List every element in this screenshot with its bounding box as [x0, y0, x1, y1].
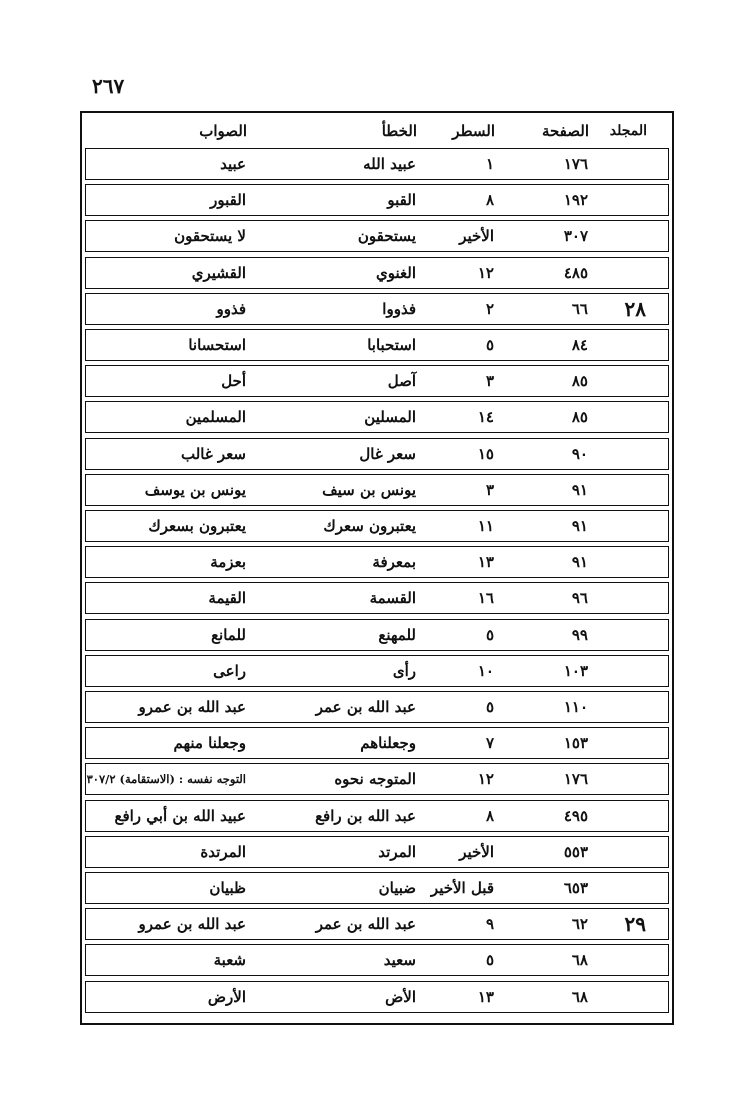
table-row — [85, 655, 669, 687]
table-row — [85, 763, 669, 795]
table-row — [85, 836, 669, 868]
table-row — [85, 800, 669, 832]
cell-page: ٩١ — [571, 553, 588, 572]
table-row — [85, 981, 669, 1013]
cell-page: ٦٥٣ — [563, 879, 588, 897]
cell-wrong: الأض — [385, 987, 416, 1006]
cell-line: الأخير — [459, 842, 494, 861]
header-page: الصفحة — [541, 122, 589, 140]
cell-page: ٦٨ — [571, 951, 588, 970]
cell-page: ٣٠٧ — [563, 227, 588, 246]
cell-wrong: الغنوي — [376, 263, 416, 282]
cell-page: ٦٨ — [571, 987, 588, 1006]
table-row — [85, 438, 669, 470]
header-wrong: الخطأ — [381, 122, 417, 140]
cell-line: ١٣ — [477, 987, 494, 1006]
cell-wrong: آصل — [387, 372, 416, 391]
cell-line: ٧ — [485, 734, 494, 753]
cell-correct: القبور — [210, 191, 246, 210]
cell-correct: عبيد — [220, 155, 246, 173]
cell-wrong: المرتد — [378, 842, 416, 861]
cell-page: ٩٩ — [571, 625, 588, 644]
cell-correct: الأرض — [207, 987, 246, 1006]
cell-line: ٨ — [485, 806, 494, 825]
cell-correct: القيمة — [208, 589, 246, 608]
table-row — [85, 944, 669, 976]
cell-wrong: سعر غال — [359, 444, 416, 463]
table-row — [85, 184, 669, 216]
cell-wrong: عبد الله بن عمر — [315, 915, 416, 934]
table-row — [85, 619, 669, 651]
header-line: السطر — [452, 122, 495, 140]
cell-page: ١٧٦ — [563, 155, 588, 173]
cell-line: قبل الأخير — [430, 879, 494, 897]
errata-table — [80, 111, 674, 1025]
cell-line: ١٦ — [477, 589, 494, 608]
cell-page: ٨٥ — [571, 408, 588, 427]
cell-correct: راعى — [213, 661, 246, 680]
cell-correct: المسلمين — [185, 408, 246, 427]
cell-line: ١٥ — [477, 444, 494, 463]
cell-page: ١١٠ — [563, 698, 588, 716]
cell-wrong: القسمة — [369, 589, 416, 608]
table-row — [85, 908, 669, 940]
table-row — [85, 401, 669, 433]
cell-page: ٨٥ — [571, 372, 588, 391]
cell-wrong: عبيد الله — [363, 155, 416, 173]
cell-correct: لا يستحقون — [174, 227, 246, 246]
cell-line: ١٣ — [477, 553, 494, 572]
table-row — [85, 546, 669, 578]
cell-page: ٩١ — [571, 517, 588, 535]
cell-line: ١٠ — [477, 661, 494, 680]
table-row — [85, 582, 669, 614]
cell-correct: سعر غالب — [180, 444, 246, 463]
cell-line: ١١ — [477, 517, 494, 535]
cell-wrong: استحبابا — [367, 336, 416, 354]
cell-page: ٦٦ — [571, 299, 588, 318]
cell-line: الأخير — [459, 227, 494, 246]
cell-correct: بعزمة — [210, 553, 246, 572]
cell-line: ١٢ — [477, 263, 494, 282]
cell-page: ١٧٦ — [563, 770, 588, 789]
cell-line: ٥ — [485, 698, 494, 716]
table-header — [85, 115, 669, 147]
cell-page: ٩٠ — [571, 444, 588, 463]
table-row — [85, 329, 669, 361]
cell-page: ٤٨٥ — [563, 263, 588, 282]
cell-wrong: يستحقون — [357, 227, 416, 246]
cell-line: ٨ — [485, 191, 494, 210]
cell-wrong: للمهنع — [378, 625, 416, 644]
cell-correct: يونس بن يوسف — [144, 480, 246, 499]
cell-page: ٨٤ — [571, 336, 588, 354]
cell-line: ١٢ — [477, 770, 494, 789]
cell-correct: فذوو — [216, 299, 246, 318]
cell-wrong: المتوجه نحوه — [334, 770, 416, 789]
cell-correct: عبد الله بن عمرو — [138, 915, 246, 934]
cell-page: ٦٢ — [571, 915, 588, 934]
page-number: ٢٦٧ — [92, 74, 125, 98]
cell-line: ٩ — [485, 915, 494, 934]
cell-correct: شعبة — [213, 951, 246, 970]
cell-page: ١٥٣ — [563, 734, 588, 753]
cell-wrong: سعيد — [383, 951, 416, 970]
table-row — [85, 293, 669, 325]
cell-correct: عبيد الله بن أبي رافع — [114, 806, 246, 825]
cell-wrong: عبد الله بن عمر — [315, 698, 416, 716]
cell-correct: وجعلنا منهم — [173, 734, 246, 753]
cell-page: ٩١ — [571, 480, 588, 499]
table-row — [85, 510, 669, 542]
table-row — [85, 220, 669, 252]
cell-volume: ٢٩ — [624, 912, 646, 937]
header-correct: الصواب — [199, 122, 247, 140]
cell-wrong: ضبيان — [378, 879, 416, 897]
cell-page: ٤٩٥ — [563, 806, 588, 825]
cell-volume: ٢٨ — [624, 296, 646, 321]
cell-line: ٥ — [485, 336, 494, 354]
cell-correct: ظبيان — [209, 879, 246, 897]
cell-line: ٢ — [485, 299, 494, 318]
cell-page: ١٩٢ — [563, 191, 588, 210]
cell-correct: استحسانا — [188, 336, 246, 354]
cell-line: ٣ — [485, 372, 494, 391]
cell-wrong: يعتبرون سعرك — [323, 517, 416, 535]
cell-correct: التوجه نفسه : (الاستقامة) ٣٠٧/٢ — [86, 772, 246, 787]
cell-line: ١٤ — [477, 408, 494, 427]
cell-wrong: فذووا — [382, 299, 416, 318]
cell-wrong: عبد الله بن رافع — [315, 806, 416, 825]
cell-correct: يعتبرون بسعرك — [148, 517, 246, 535]
cell-line: ١ — [485, 155, 494, 173]
cell-correct: أحل — [221, 372, 246, 391]
cell-page: ١٠٣ — [563, 661, 588, 680]
cell-correct: للمانع — [211, 625, 246, 644]
cell-wrong: وجعلناهم — [360, 734, 416, 753]
table-row — [85, 691, 669, 723]
table-row — [85, 365, 669, 397]
cell-wrong: القبو — [387, 191, 416, 210]
cell-line: ٥ — [485, 625, 494, 644]
table-row — [85, 257, 669, 289]
cell-correct: عبد الله بن عمرو — [138, 698, 246, 716]
cell-wrong: يونس بن سيف — [322, 480, 416, 499]
table-row — [85, 872, 669, 904]
table-row — [85, 474, 669, 506]
cell-line: ٥ — [485, 951, 494, 970]
cell-page: ٩٦ — [571, 589, 588, 608]
cell-line: ٣ — [485, 480, 494, 499]
table-row — [85, 148, 669, 180]
cell-correct: القشيري — [191, 263, 246, 282]
cell-page: ٥٥٣ — [563, 842, 588, 861]
cell-wrong: المسلين — [364, 408, 416, 427]
table-row — [85, 727, 669, 759]
cell-wrong: رأى — [392, 661, 416, 680]
cell-correct: المرتدة — [200, 842, 246, 861]
header-volume: المجلد — [609, 123, 647, 139]
cell-wrong: بمعرفة — [372, 553, 416, 572]
